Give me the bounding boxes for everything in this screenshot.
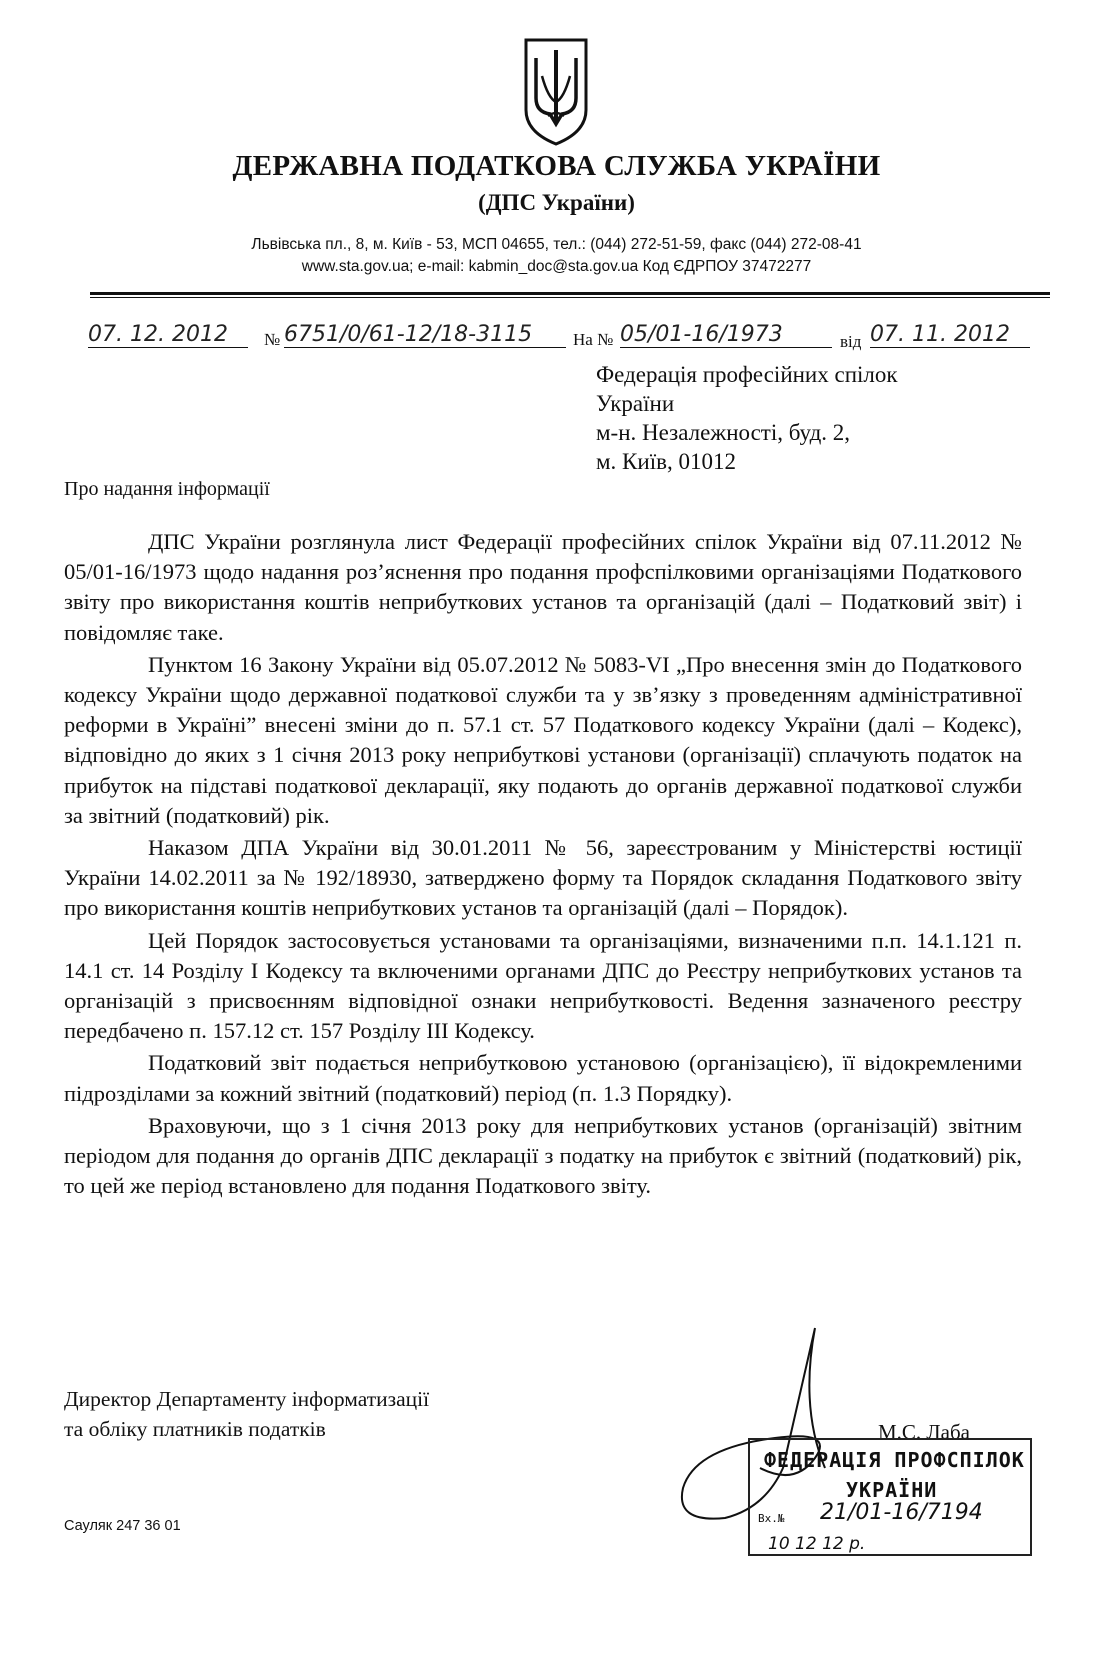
- contacts-line-2: www.sta.gov.ua; e-mail: kabmin_doc@sta.gov.ua Код ЄДРПОУ 37472277: [301, 258, 812, 275]
- header-rule-thick: [90, 292, 1050, 295]
- recipient-address: [596, 360, 898, 476]
- outgoing-date-line: [88, 322, 248, 348]
- letter-body: [64, 527, 1022, 1203]
- body-paragraph: Податковий звіт подається неприбутковою установою (організацією), її відокремленими підрозділами за кожний звітний (податковий) період (п. 1.3 Порядку).: [64, 1050, 1022, 1106]
- reply-date: 07. 11. 2012: [870, 322, 1010, 347]
- executor-contact: Сауляк 247 36 01: [64, 1518, 181, 1534]
- outgoing-number-line: [284, 322, 566, 348]
- recipient-line-4: м. Київ, 01012: [596, 449, 736, 474]
- stamp-org-line-2: УКРАЇНИ: [846, 1478, 938, 1502]
- body-paragraph: ДПС України розглянула лист Федерації професійних спілок України від 07.11.2012 № 05/01-16/1973 щодо надання роз’яснення про подання профспілковими організаціями Податкового звіту про використання коштів неприбуткових установ та організацій (далі – Податковий звіт) і повідомляє таке.: [64, 529, 1022, 645]
- reply-date-line: [870, 322, 1030, 348]
- contacts-line-1: Львівська пл., 8, м. Київ - 53, МСП 04655, тел.: (044) 272-51-59, факс (044) 272-08-41: [251, 236, 862, 253]
- signatory-position-line-1: Директор Департаменту інформатизації: [64, 1387, 430, 1411]
- outgoing-date: 07. 12. 2012: [88, 322, 228, 347]
- stamp-in-number: 21/01-16/7194: [820, 1500, 983, 1525]
- org-name: ДЕРЖАВНА ПОДАТКОВА СЛУЖБА УКРАЇНИ: [232, 150, 881, 182]
- recipient-line-1: Федерація професійних спілок: [596, 362, 898, 387]
- stamp-in-label: Вх.№: [758, 1512, 785, 1525]
- trident-icon: [520, 36, 592, 148]
- incoming-stamp: [748, 1438, 1032, 1556]
- body-paragraph: Пунктом 16 Закону України від 05.07.2012 № 5083-VI „Про внесення змін до Податкового кодексу України щодо державної податкової служби та у зв’язку з проведенням адміністративної реформи в Україні” внесені зміни до п. 57.1 ст. 57 Податкового кодексу України (далі – Кодекс), відповідно до яких з 1 січня 2013 року неприбуткові установи (організації) сплачують податок на прибуток на підставі податкової декларації, яку подають до органів державної податкової служби за звітний (податковий) рік.: [64, 651, 1022, 828]
- stamp-org-line-1: ФЕДЕРАЦІЯ ПРОФСПІЛОК: [764, 1448, 1025, 1472]
- signatory-position-line-2: та обліку платників податків: [64, 1417, 326, 1441]
- reply-from-label: від: [840, 332, 862, 351]
- body-paragraph: Цей Порядок застосовується установами та організаціями, визначеними п.п. 14.1.121 п. 14.1 ст. 14 Розділу І Кодексу та включеними органами ДПС до Реєстру неприбуткових установ та організацій з присвоєнням відповідної ознаки неприбутковості. Ведення зазначеного реєстру передбачено п. 157.12 ст. 157 Розділу ІІІ Кодексу.: [64, 927, 1022, 1044]
- outgoing-number-prefix: №: [264, 330, 281, 349]
- signatory-name: М.С. Лаба: [878, 1420, 970, 1444]
- outgoing-number: 6751/0/61-12/18-3115: [284, 322, 533, 347]
- body-paragraph: Враховуючи, що з 1 січня 2013 року для неприбуткових установ (організацій) звітним періодом для подання до органів ДПС декларації з податку на прибуток є звітний (податковий) рік, то цей же період встановлено для подання Податкового звіту.: [64, 1112, 1022, 1199]
- reply-number-line: [620, 322, 832, 348]
- reply-number: 05/01-16/1973: [620, 322, 783, 347]
- reply-number-prefix: На №: [573, 330, 614, 349]
- signatory-position: [64, 1384, 429, 1444]
- recipient-line-2: України: [596, 391, 675, 416]
- body-paragraph: Наказом ДПА України від 30.01.2011 № 56, зареєстрованим у Міністерстві юстиції України 14.02.2011 за № 192/18930, затверджено форму та Порядок складання Податкового звіту про використання коштів неприбуткових установ та організацій (далі – Порядок).: [64, 835, 1022, 921]
- stamp-in-date: 10 12 12 р.: [768, 1534, 866, 1554]
- letter-subject: Про надання інформації: [64, 478, 270, 500]
- org-contacts: [0, 234, 1113, 278]
- recipient-line-3: м-н. Незалежності, буд. 2,: [596, 420, 851, 445]
- org-abbreviation: (ДПС України): [478, 190, 635, 215]
- header-rule-thin: [90, 297, 1050, 298]
